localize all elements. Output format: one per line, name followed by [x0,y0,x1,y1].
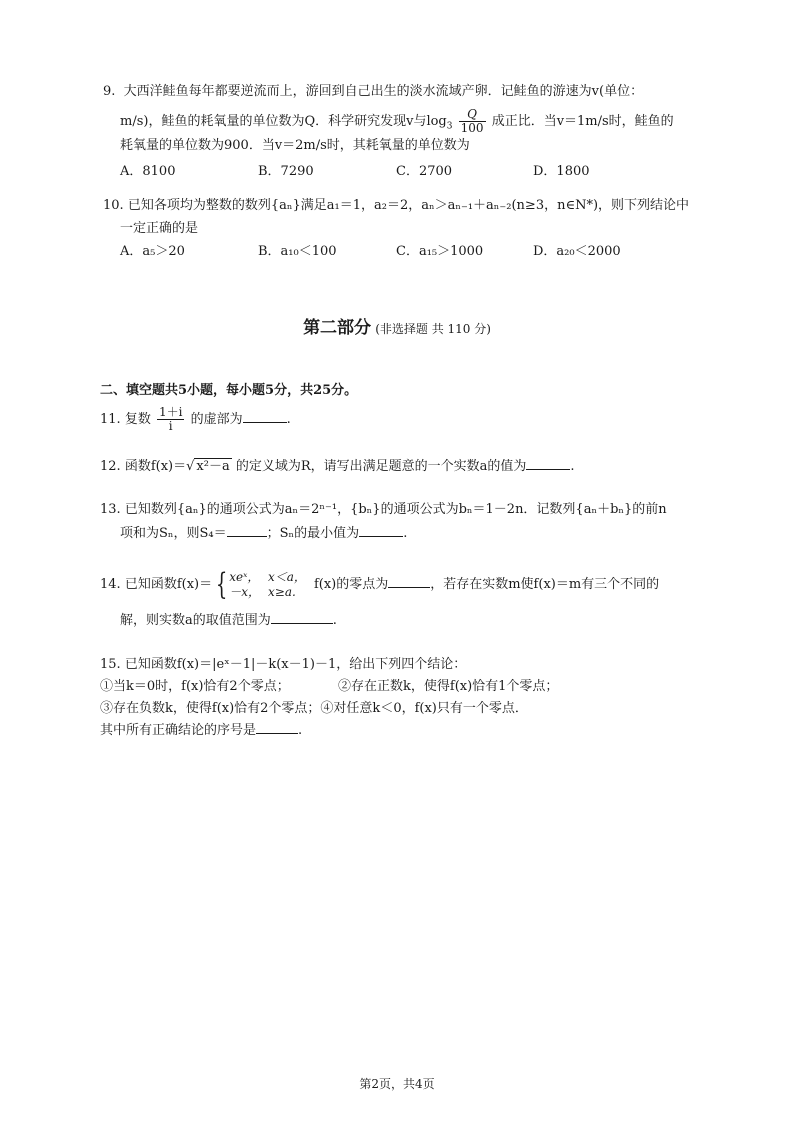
q15-conclusion-2: ②存在正数k，使得f(x)恰有1个零点； [338,679,559,694]
q14-case2-cond: x≥a. [268,584,296,599]
q10-line2: 一定正确的是 [120,221,199,236]
q10-number: 10. [103,198,124,213]
q10-option-a: A．a₅＞20 [120,244,185,259]
page-footer: 第2页，共4页 [359,1077,435,1091]
q12-line [100,457,575,477]
q9-frac-num: Q [459,108,486,122]
q13-answer-blank-2 [359,524,403,537]
q10-option-d: D．a₂₀＜2000 [533,244,621,259]
part2-heading: 二、填空题共5小题，每小题5分，共25分。 [100,383,358,398]
q12-text-a: 函数f(x)＝ [124,459,187,474]
q13-text-line2b: ；Sₙ的最小值为 [266,526,360,541]
q13-line1 [100,500,667,520]
q10-option-b: B．a₁₀＜100 [258,244,337,259]
q12-radicand: x²－a [196,459,230,474]
q14-number: 14. [100,577,121,592]
q9-line1 [103,82,643,102]
q15-conclusion-1: ①当k＝0时，f(x)恰有2个零点； [100,679,290,694]
q15-number: 15. [100,657,121,672]
q9-option-b: B．7290 [258,164,314,179]
q14-case2-expr: －x， [229,584,260,599]
q13-text-line2a: 项和为Sₙ，则S₄＝ [120,526,227,541]
q9-option-d: D．1800 [533,164,590,179]
q11-answer-blank [243,410,287,423]
q13-number: 13. [100,502,121,517]
q9-text-line2b: 成正比．当v＝1m/s时，鲑鱼的 [491,114,674,129]
q9-option-c: C．2700 [396,164,453,179]
q13-line2 [120,524,407,544]
q14-line2 [120,611,337,631]
q14-piecewise [229,570,314,600]
section-title-main: 第二部分 [303,318,372,338]
q11-text-b: 的虚部为 [190,412,243,427]
q15-answer-blank [256,721,298,734]
q11-end: . [286,412,291,427]
q9-fraction [459,108,486,135]
q12-end: . [570,459,575,474]
q14-case1-expr: xeˣ， [229,569,260,584]
q9-log-base: 3 [446,121,453,132]
q15-line1 [100,655,466,675]
q14-answer-blank-1 [388,575,430,588]
q14-end: . [332,613,337,628]
q9-text-line2a: m/s)，鲑鱼的耗氧量的单位数为Q．科学研究发现v与log [120,114,447,129]
q12-sqrt: √ x²－a [186,459,230,474]
q14-text-a: 已知函数f(x)＝ [124,577,213,592]
q14-text-c: ，若存在实数m使f(x)＝m有三个不同的 [430,577,660,592]
q13-text-line1: 已知数列{aₙ}的通项公式为aₙ＝2ⁿ⁻¹，{bₙ}的通项公式为bₙ＝1－2n．记数列{aₙ＋bₙ}的前n [124,502,667,517]
q15-text-line4: 其中所有正确结论的序号是 [100,723,257,738]
q15-conclusions-3-4: ③存在负数k，使得f(x)恰有2个零点；④对任意k＜0，f(x)只有一个零点． [100,701,528,716]
q10-text-line1: 已知各项均为整数的数列{aₙ}满足a₁＝1，a₂＝2，aₙ＞aₙ₋₁＋aₙ₋₂(n≥3，n∈N*)，则下列结论中 [127,198,690,213]
q12-answer-blank [526,457,570,470]
q11-text-a: 复数 [124,412,151,427]
q11-frac-den: i [168,419,173,433]
q15-end: . [298,723,303,738]
q9-text-line1: 大西洋鲑鱼每年都要逆流而上，游回到自己出生的淡水流域产卵．记鲑鱼的游速为v(单位： [123,84,644,99]
q14-line1 [100,568,659,602]
q9-line3: 耗氧量的单位数为900．当v＝2m/s时，其耗氧量的单位数为 [120,138,470,153]
q11-fraction [157,406,184,433]
q11-frac-num: 1＋i [158,405,183,419]
q9-frac-den: 100 [460,121,484,135]
q14-brace-icon: { [215,566,228,602]
q12-text-b: 的定义域为R，请写出满足题意的一个实数a的值为 [235,459,527,474]
q15-text-line1: 已知函数f(x)＝|eˣ－1|－k(x－1)－1，给出下列四个结论： [124,657,467,672]
q14-answer-blank-2 [271,611,333,624]
q13-answer-blank-1 [227,524,267,537]
q14-text-b: f(x)的零点为 [313,577,389,592]
q10-option-c: C．a₁₅＞1000 [396,244,484,259]
q9-line2 [120,108,674,137]
q9-number: 9. [103,84,116,99]
q12-number: 12. [100,459,121,474]
q14-text-line2: 解，则实数a的取值范围为 [120,613,271,628]
q10-line1 [103,196,689,216]
q14-case1-cond: x＜a， [268,569,306,584]
q15-line4 [100,721,302,741]
section-title-sub: (非选择题 共 110 分) [375,322,491,336]
q11-number: 11. [100,412,121,427]
q13-end: . [403,526,408,541]
section-title [0,316,794,342]
q11-line [100,406,291,433]
q9-option-a: A．8100 [120,164,176,179]
